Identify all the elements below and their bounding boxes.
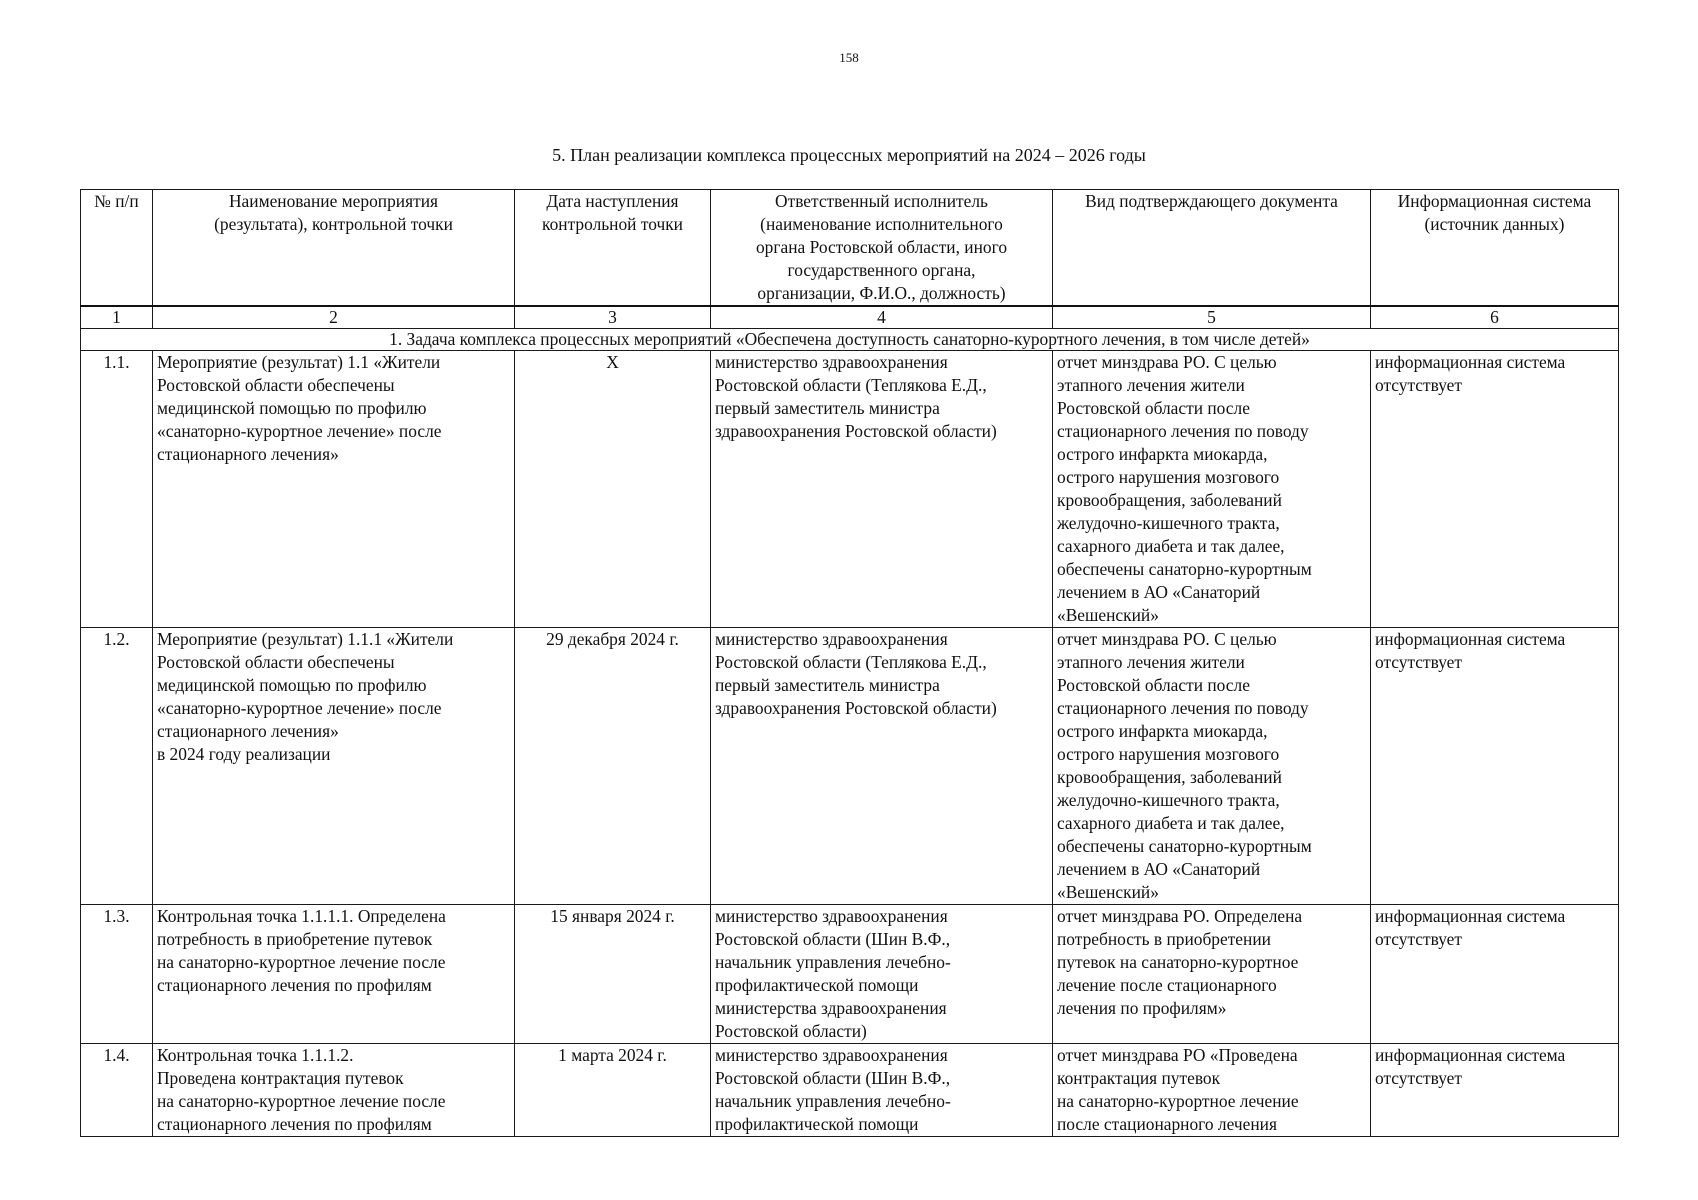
header-cell: Дата наступления контрольной точки (515, 190, 711, 307)
row-number: 1.3. (81, 905, 153, 1044)
information-system: информационная система отсутствует (1371, 905, 1619, 1044)
plan-table (80, 189, 1619, 1137)
confirming-document: отчет минздрава РО. С целью этапного лечения жители Ростовской области после стационарного лечения по поводу острого инфаркта миокарда, острого нарушения мозгового кровообращения, заболеваний желудочно-кишечного тракта, сахарного диабета и так далее, обеспечены санаторно-курортным лечением в АО «Санаторий «Вешенский» (1053, 628, 1371, 905)
column-number: 4 (711, 306, 1053, 329)
confirming-document: отчет минздрава РО «Проведена контрактация путевок на санаторно-курортное лечение после стационарного лечения (1053, 1044, 1371, 1137)
column-number: 2 (153, 306, 515, 329)
information-system: информационная система отсутствует (1371, 1044, 1619, 1137)
header-cell: Вид подтверждающего документа (1053, 190, 1371, 307)
table-header-row (81, 190, 1619, 307)
event-name: Контрольная точка 1.1.1.2. Проведена контрактация путевок на санаторно-курортное лечение после стационарного лечения по профилям (153, 1044, 515, 1137)
table-row (81, 1044, 1619, 1137)
event-name: Мероприятие (результат) 1.1.1 «Жители Ростовской области обеспечены медицинской помощью по профилю «санаторно-курортное лечение» после стационарного лечения» в 2024 году реализации (153, 628, 515, 905)
responsible-executor: министерство здравоохранения Ростовской области (Шин В.Ф., начальник управления лечебно- профилактической помощи (711, 1044, 1053, 1137)
responsible-executor: министерство здравоохранения Ростовской области (Теплякова Е.Д., первый заместитель министра здравоохранения Ростовской области) (711, 351, 1053, 628)
row-number: 1.2. (81, 628, 153, 905)
column-number: 3 (515, 306, 711, 329)
row-number: 1.1. (81, 351, 153, 628)
event-name: Контрольная точка 1.1.1.1. Определена потребность в приобретение путевок на санаторно-курортное лечение после стационарного лечения по профилям (153, 905, 515, 1044)
header-cell: Информационная система (источник данных) (1371, 190, 1619, 307)
header-cell: Ответственный исполнитель (наименование исполнительного органа Ростовской области, иного государственного органа, организации, Ф.И.О., должность) (711, 190, 1053, 307)
header-cell: № п/п (81, 190, 153, 307)
responsible-executor: министерство здравоохранения Ростовской области (Теплякова Е.Д., первый заместитель министра здравоохранения Ростовской области) (711, 628, 1053, 905)
page-number: 158 (839, 50, 859, 65)
table-row (81, 628, 1619, 905)
responsible-executor: министерство здравоохранения Ростовской области (Шин В.Ф., начальник управления лечебно- профилактической помощи министерства здравоохранения Ростовской области) (711, 905, 1053, 1044)
checkpoint-date: 29 декабря 2024 г. (515, 628, 711, 905)
checkpoint-date: X (515, 351, 711, 628)
column-number-row (81, 306, 1619, 329)
section-row (81, 329, 1619, 351)
checkpoint-date: 1 марта 2024 г. (515, 1044, 711, 1137)
document-title: 5. План реализации комплекса процессных мероприятий на 2024 – 2026 годы (552, 145, 1146, 165)
row-number: 1.4. (81, 1044, 153, 1137)
information-system: информационная система отсутствует (1371, 628, 1619, 905)
header-cell: Наименование мероприятия (результата), контрольной точки (153, 190, 515, 307)
column-number: 1 (81, 306, 153, 329)
column-number: 6 (1371, 306, 1619, 329)
event-name: Мероприятие (результат) 1.1 «Жители Ростовской области обеспечены медицинской помощью по профилю «санаторно-курортное лечение» после стационарного лечения» (153, 351, 515, 628)
table-row (81, 351, 1619, 628)
confirming-document: отчет минздрава РО. С целью этапного лечения жители Ростовской области после стационарного лечения по поводу острого инфаркта миокарда, острого нарушения мозгового кровообращения, заболеваний желудочно-кишечного тракта, сахарного диабета и так далее, обеспечены санаторно-курортным лечением в АО «Санаторий «Вешенский» (1053, 351, 1371, 628)
section-title: 1. Задача комплекса процессных мероприятий «Обеспечена доступность санаторно-курортного лечения, в том числе детей» (81, 329, 1619, 351)
table-row (81, 905, 1619, 1044)
information-system: информационная система отсутствует (1371, 351, 1619, 628)
confirming-document: отчет минздрава РО. Определена потребность в приобретении путевок на санаторно-курортное лечение после стационарного лечения по профилям» (1053, 905, 1371, 1044)
column-number: 5 (1053, 306, 1371, 329)
checkpoint-date: 15 января 2024 г. (515, 905, 711, 1044)
